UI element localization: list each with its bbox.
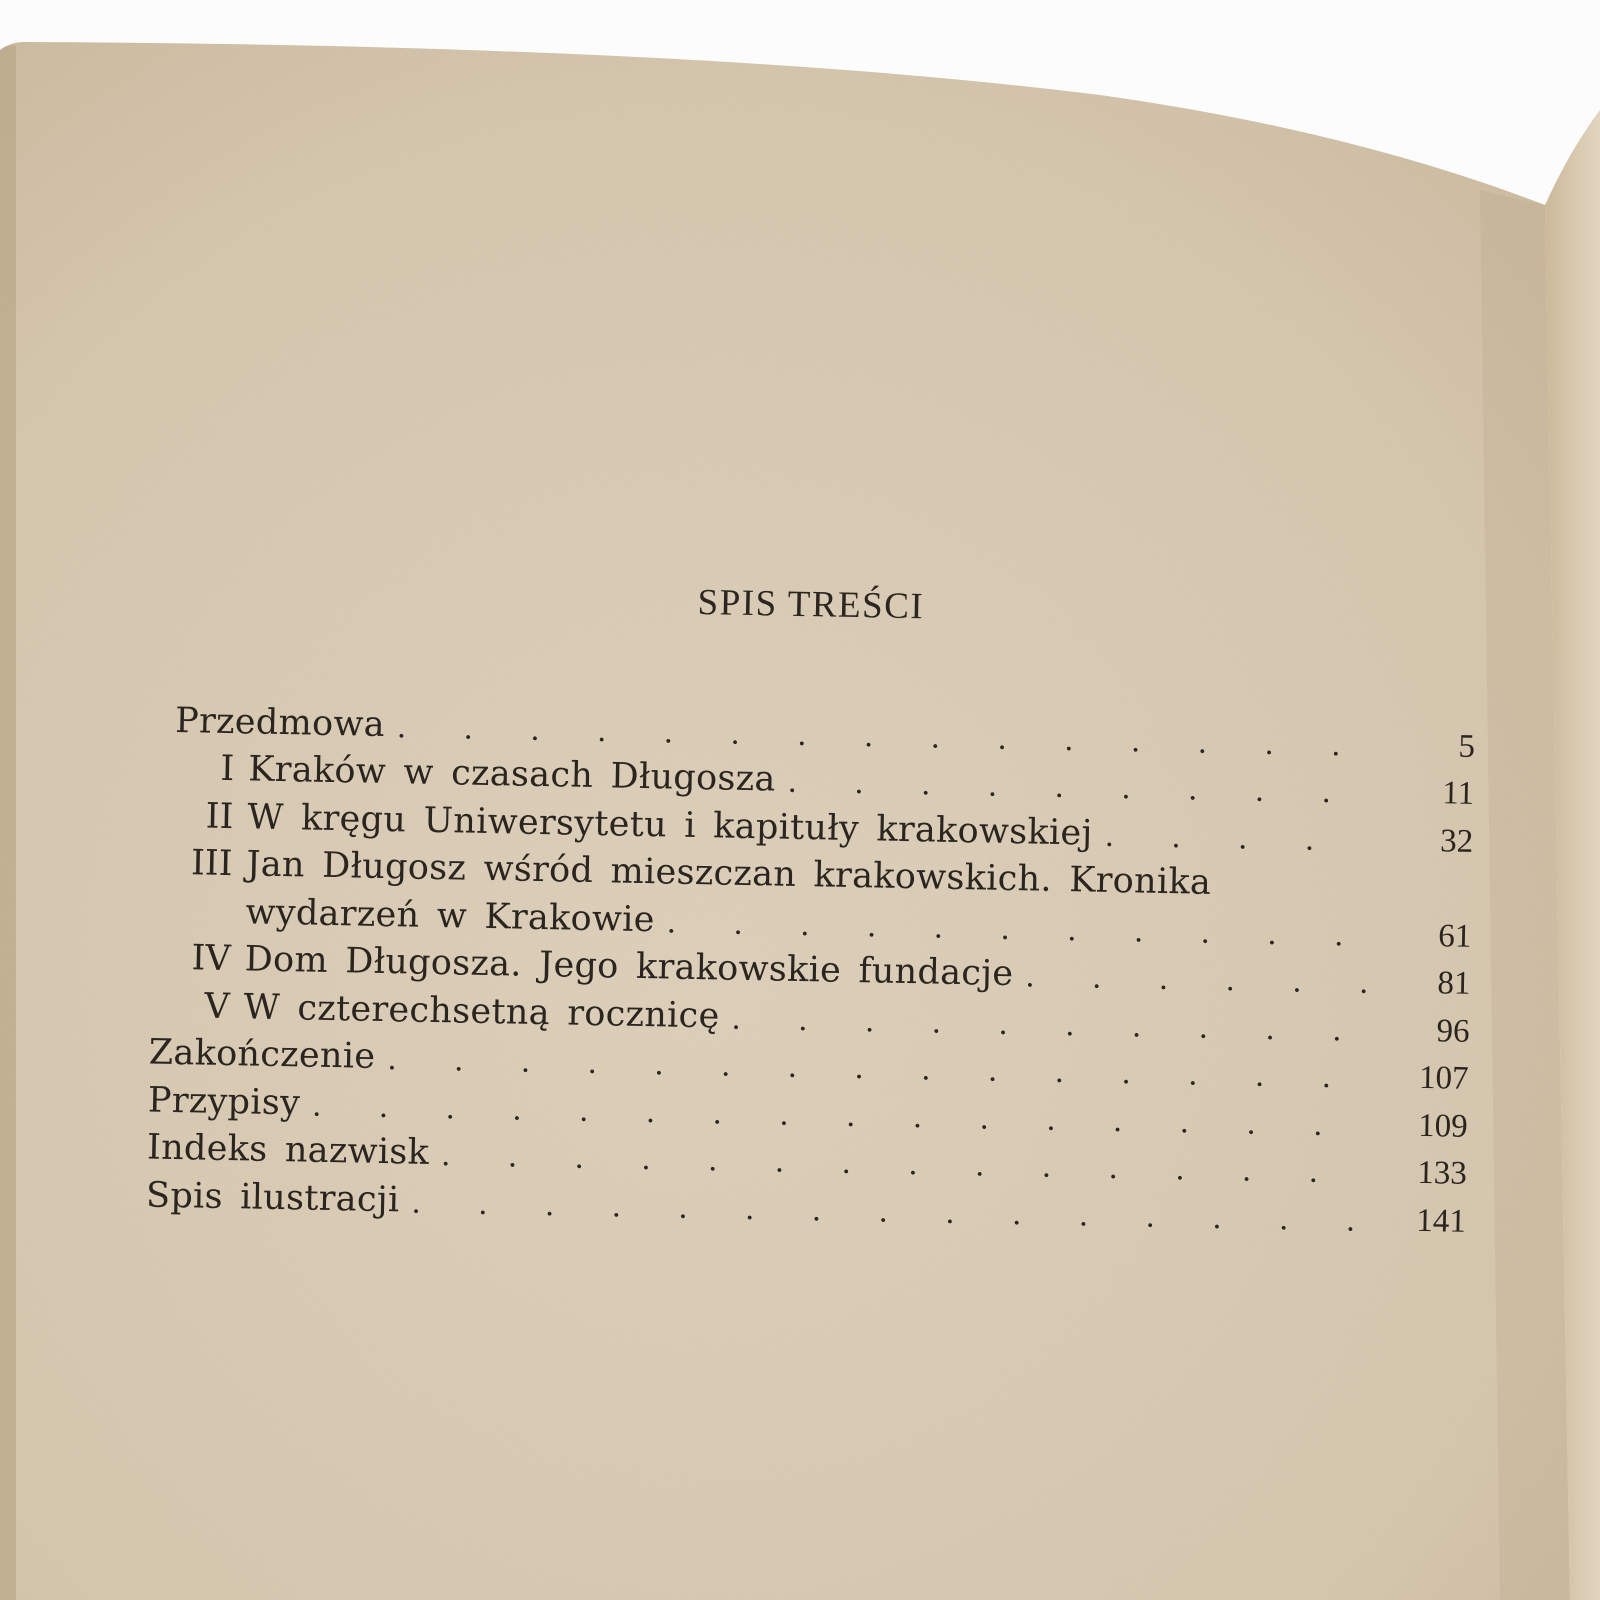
toc-label: W kręgu Uniwersytetu i kapituły krakowskiej <box>247 796 1094 854</box>
toc-page: 61 <box>1438 917 1472 955</box>
toc-number: V <box>204 986 231 1027</box>
toc-page: 109 <box>1417 1107 1469 1145</box>
toc-label: Spis ilustracji <box>145 1174 400 1220</box>
toc-page: 133 <box>1416 1154 1468 1192</box>
toc-page: 5 <box>1458 728 1476 765</box>
toc-page: 32 <box>1439 822 1474 860</box>
toc-label: wydarzeń w Krakowie <box>245 891 656 940</box>
dot-leader <box>399 1185 1366 1239</box>
toc-page: 141 <box>1416 1202 1467 1240</box>
toc-number: IV <box>191 938 232 980</box>
toc-number: I <box>220 748 235 790</box>
toc-page: 107 <box>1418 1059 1469 1097</box>
toc-page: 96 <box>1436 1012 1470 1050</box>
toc-label: W czterechsetną rocznicę <box>243 986 720 1036</box>
toc-label: Zakończenie <box>148 1032 376 1077</box>
toc-label: Indeks nazwisk <box>146 1127 430 1173</box>
toc-label: Przypisy <box>147 1080 301 1123</box>
dot-leader <box>1092 818 1373 858</box>
toc-label: Jan Długosz wśród mieszczan krakowskich. Kronika <box>246 844 1212 903</box>
toc-number: II <box>205 796 234 837</box>
toc-number: III <box>190 843 233 885</box>
page-title: SPIS TREŚCI <box>697 581 925 628</box>
toc-label: Dom Długosza. Jego krakowskie fundacje <box>244 939 1014 995</box>
toc-label: Przedmowa <box>174 700 386 745</box>
toc-page: 81 <box>1437 965 1471 1002</box>
toc-page: 11 <box>1441 775 1475 812</box>
toc-label: Kraków w czasach Długosza <box>247 749 777 800</box>
table-of-contents <box>146 693 1476 1241</box>
